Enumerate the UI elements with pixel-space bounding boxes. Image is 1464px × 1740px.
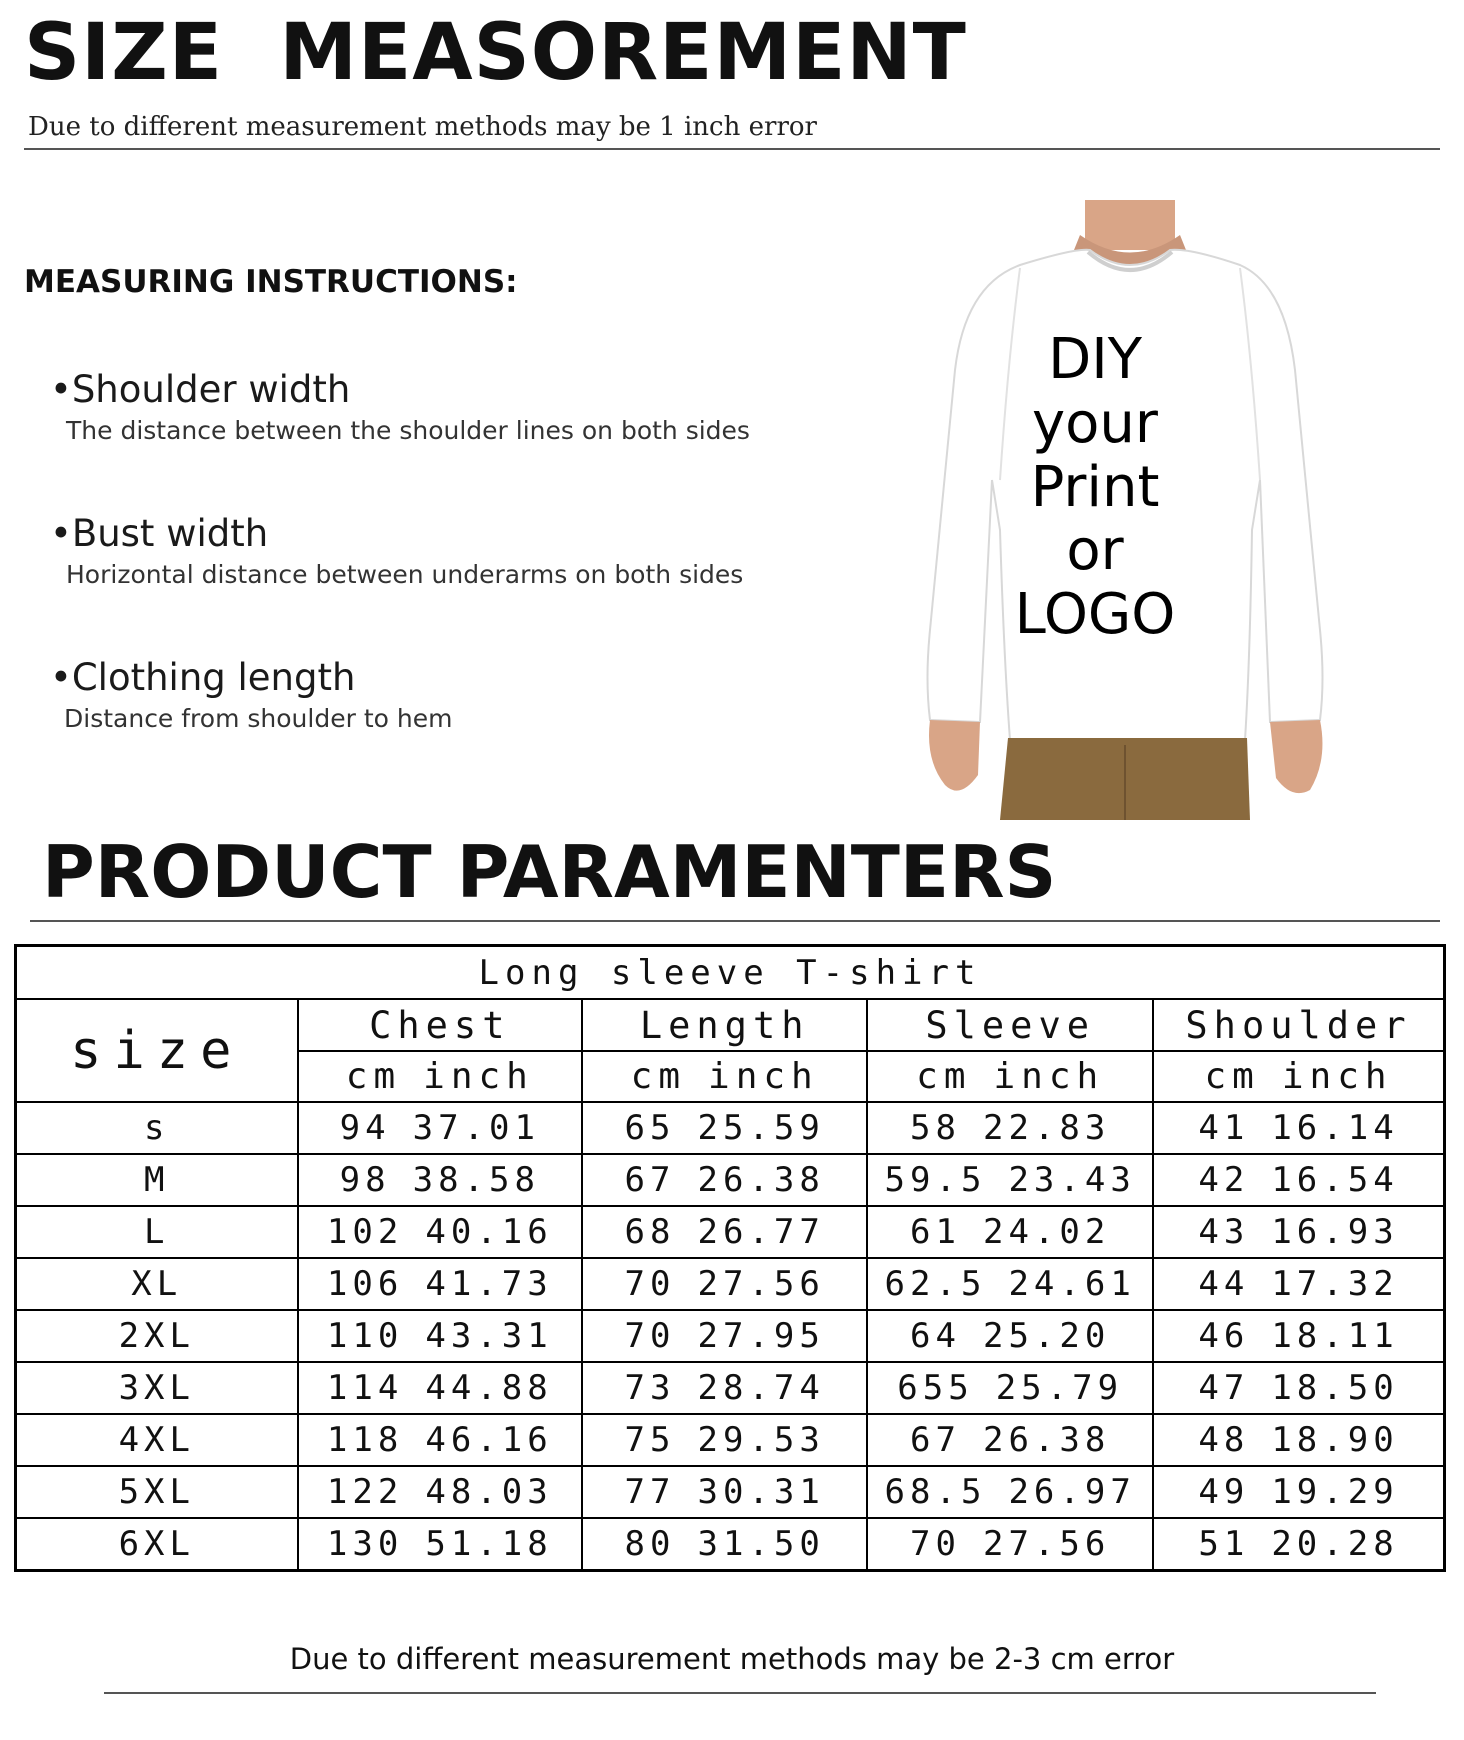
inch-value: 16.93 bbox=[1271, 1212, 1399, 1252]
cm-value: 102 bbox=[326, 1212, 404, 1252]
shoulder-cell bbox=[1153, 1206, 1444, 1258]
shoulder-cell bbox=[1153, 1518, 1444, 1571]
shoulder-cell bbox=[1153, 1466, 1444, 1518]
shoulder-units bbox=[1153, 1051, 1444, 1102]
page-title: SIZE MEASOREMENT bbox=[24, 8, 967, 98]
chest-cell bbox=[298, 1466, 583, 1518]
size-chart-table bbox=[14, 944, 1446, 1572]
sleeve-cell bbox=[867, 1362, 1153, 1414]
chest-units bbox=[298, 1051, 583, 1102]
inch-value: 23.43 bbox=[1008, 1160, 1136, 1200]
instruction-title-length: •Clothing length bbox=[50, 656, 356, 699]
cm-value: 118 bbox=[326, 1420, 404, 1460]
instruction-desc-shoulder: The distance between the shoulder lines on both sides bbox=[66, 416, 750, 445]
table-row bbox=[16, 1154, 1445, 1206]
length-units bbox=[582, 1051, 867, 1102]
diy-line: Print bbox=[1030, 454, 1160, 520]
sleeve-cell bbox=[867, 1414, 1153, 1466]
inch-value: 44.88 bbox=[425, 1368, 553, 1408]
inch-value: 24.61 bbox=[1008, 1264, 1136, 1304]
cm-value: 46 bbox=[1198, 1316, 1250, 1356]
shoulder-cell bbox=[1153, 1310, 1444, 1362]
table-row bbox=[16, 1258, 1445, 1310]
cm-value: 70 bbox=[910, 1524, 961, 1564]
sleeve-cell bbox=[867, 1102, 1153, 1154]
chest-cell bbox=[298, 1310, 583, 1362]
cm-value: 64 bbox=[910, 1316, 961, 1356]
inch-value: 26.77 bbox=[697, 1212, 825, 1252]
shoulder-cell bbox=[1153, 1414, 1444, 1466]
size-cell: L bbox=[16, 1206, 298, 1258]
footer-error-note: Due to different measurement methods may be 2-3 cm error bbox=[289, 1642, 1175, 1676]
table-row bbox=[16, 1206, 1445, 1258]
inch-value: 19.29 bbox=[1271, 1472, 1399, 1512]
size-column-header: size bbox=[16, 999, 298, 1102]
instruction-desc-bust: Horizontal distance between underarms on both sides bbox=[66, 560, 744, 589]
cm-value: 44 bbox=[1198, 1264, 1250, 1304]
cm-value: 62.5 bbox=[884, 1264, 987, 1304]
chest-header: Chest bbox=[298, 999, 583, 1051]
length-header: Length bbox=[582, 999, 867, 1051]
instruction-desc-length: Distance from shoulder to hem bbox=[64, 704, 453, 733]
cm-value: 114 bbox=[326, 1368, 404, 1408]
cm-value: 110 bbox=[326, 1316, 404, 1356]
cm-value: 73 bbox=[624, 1368, 676, 1408]
inch-value: 31.50 bbox=[697, 1524, 825, 1564]
inch-value: 26.38 bbox=[982, 1420, 1111, 1460]
cm-value: 59.5 bbox=[884, 1160, 987, 1200]
shoulder-cell bbox=[1153, 1154, 1444, 1206]
inch-value: 51.18 bbox=[425, 1524, 553, 1564]
inch-value: 48.03 bbox=[425, 1472, 553, 1512]
cm-value: 70 bbox=[624, 1316, 676, 1356]
size-cell: M bbox=[16, 1154, 298, 1206]
shoulder-cell bbox=[1153, 1102, 1444, 1154]
unit-cm: cm bbox=[1204, 1056, 1260, 1097]
chest-cell bbox=[298, 1414, 583, 1466]
table-row bbox=[16, 1518, 1445, 1571]
sleeve-header: Sleeve bbox=[867, 999, 1153, 1051]
chest-cell bbox=[298, 1102, 583, 1154]
sleeve-cell bbox=[867, 1206, 1153, 1258]
length-cell bbox=[582, 1310, 867, 1362]
sleeve-cell bbox=[867, 1518, 1153, 1571]
length-cell bbox=[582, 1362, 867, 1414]
product-parameters-title: PRODUCT PARAMENTERS bbox=[42, 830, 1057, 914]
inch-value: 37.01 bbox=[412, 1108, 540, 1148]
diy-line: LOGO bbox=[1014, 582, 1176, 648]
chest-cell bbox=[298, 1362, 583, 1414]
instruction-title-bust: •Bust width bbox=[50, 512, 269, 555]
unit-inch: inch bbox=[423, 1056, 534, 1097]
inch-value: 28.74 bbox=[697, 1368, 825, 1408]
inch-value: 20.28 bbox=[1271, 1524, 1399, 1564]
inch-value: 29.53 bbox=[697, 1420, 825, 1460]
diy-logo-text bbox=[1000, 328, 1190, 647]
inch-value: 46.16 bbox=[425, 1420, 553, 1460]
diy-line: your bbox=[1032, 390, 1158, 456]
inch-value: 17.32 bbox=[1271, 1264, 1399, 1304]
product-photo bbox=[900, 200, 1350, 820]
inch-value: 16.14 bbox=[1271, 1108, 1399, 1148]
inch-value: 16.54 bbox=[1271, 1160, 1399, 1200]
measurement-error-note: Due to different measurement methods may be 1 inch error bbox=[28, 112, 817, 142]
length-cell bbox=[582, 1154, 867, 1206]
table-row bbox=[16, 1414, 1445, 1466]
cm-value: 130 bbox=[326, 1524, 404, 1564]
inch-value: 30.31 bbox=[697, 1472, 825, 1512]
inch-value: 40.16 bbox=[425, 1212, 553, 1252]
length-cell bbox=[582, 1206, 867, 1258]
unit-cm: cm bbox=[345, 1056, 402, 1097]
cm-value: 41 bbox=[1198, 1108, 1250, 1148]
cm-value: 48 bbox=[1198, 1420, 1250, 1460]
length-cell bbox=[582, 1102, 867, 1154]
unit-cm: cm bbox=[630, 1056, 687, 1097]
sleeve-cell bbox=[867, 1154, 1153, 1206]
inch-value: 26.38 bbox=[697, 1160, 825, 1200]
inch-value: 25.20 bbox=[982, 1316, 1111, 1356]
chest-cell bbox=[298, 1154, 583, 1206]
inch-value: 43.31 bbox=[425, 1316, 553, 1356]
cm-value: 67 bbox=[624, 1160, 676, 1200]
size-cell: 6XL bbox=[16, 1518, 298, 1571]
unit-inch: inch bbox=[1281, 1056, 1393, 1097]
unit-inch: inch bbox=[993, 1056, 1105, 1097]
inch-value: 26.97 bbox=[1008, 1472, 1136, 1512]
table-row bbox=[16, 1310, 1445, 1362]
length-cell bbox=[582, 1466, 867, 1518]
length-cell bbox=[582, 1258, 867, 1310]
cm-value: 75 bbox=[624, 1420, 676, 1460]
cm-value: 51 bbox=[1198, 1524, 1250, 1564]
cm-value: 43 bbox=[1198, 1212, 1250, 1252]
inch-value: 41.73 bbox=[425, 1264, 553, 1304]
params-divider bbox=[30, 920, 1440, 922]
instruction-title-shoulder: •Shoulder width bbox=[50, 368, 351, 411]
cm-value: 68 bbox=[624, 1212, 676, 1252]
sleeve-cell bbox=[867, 1466, 1153, 1518]
header-divider bbox=[24, 148, 1440, 150]
table-caption-row bbox=[16, 946, 1445, 1000]
chest-cell bbox=[298, 1258, 583, 1310]
cm-value: 47 bbox=[1198, 1368, 1250, 1408]
inch-value: 22.83 bbox=[982, 1108, 1111, 1148]
table-caption: Long sleeve T-shirt bbox=[16, 946, 1445, 1000]
inch-value: 18.90 bbox=[1271, 1420, 1399, 1460]
inch-value: 18.50 bbox=[1271, 1368, 1399, 1408]
unit-inch: inch bbox=[708, 1056, 819, 1097]
inch-value: 25.59 bbox=[697, 1108, 825, 1148]
size-cell: 2XL bbox=[16, 1310, 298, 1362]
inch-value: 27.56 bbox=[982, 1524, 1111, 1564]
inch-value: 25.79 bbox=[995, 1368, 1124, 1408]
sleeve-cell bbox=[867, 1258, 1153, 1310]
length-cell bbox=[582, 1518, 867, 1571]
cm-value: 49 bbox=[1198, 1472, 1250, 1512]
diy-line: or bbox=[1066, 518, 1124, 584]
cm-value: 67 bbox=[910, 1420, 961, 1460]
cm-value: 655 bbox=[897, 1368, 974, 1408]
inch-value: 24.02 bbox=[982, 1212, 1111, 1252]
chest-cell bbox=[298, 1206, 583, 1258]
size-cell: 5XL bbox=[16, 1466, 298, 1518]
length-cell bbox=[582, 1414, 867, 1466]
table-group-header-row bbox=[16, 999, 1445, 1051]
cm-value: 106 bbox=[326, 1264, 404, 1304]
cm-value: 98 bbox=[339, 1160, 391, 1200]
table-row bbox=[16, 1362, 1445, 1414]
cm-value: 70 bbox=[624, 1264, 676, 1304]
diy-line: DIY bbox=[1048, 327, 1142, 392]
cm-value: 58 bbox=[910, 1108, 961, 1148]
chest-cell bbox=[298, 1518, 583, 1571]
instructions-heading: MEASURING INSTRUCTIONS: bbox=[24, 264, 518, 300]
footer-divider bbox=[104, 1692, 1376, 1694]
cm-value: 77 bbox=[624, 1472, 676, 1512]
cm-value: 68.5 bbox=[884, 1472, 987, 1512]
inch-value: 38.58 bbox=[412, 1160, 540, 1200]
cm-value: 42 bbox=[1198, 1160, 1250, 1200]
table-row bbox=[16, 1102, 1445, 1154]
sleeve-units bbox=[867, 1051, 1153, 1102]
size-cell: 4XL bbox=[16, 1414, 298, 1466]
shoulder-header: Shoulder bbox=[1153, 999, 1444, 1051]
cm-value: 61 bbox=[910, 1212, 961, 1252]
table-row bbox=[16, 1466, 1445, 1518]
inch-value: 27.56 bbox=[697, 1264, 825, 1304]
size-cell: s bbox=[16, 1102, 298, 1154]
cm-value: 80 bbox=[624, 1524, 676, 1564]
sleeve-cell bbox=[867, 1310, 1153, 1362]
size-cell: 3XL bbox=[16, 1362, 298, 1414]
cm-value: 94 bbox=[339, 1108, 391, 1148]
inch-value: 27.95 bbox=[697, 1316, 825, 1356]
cm-value: 65 bbox=[624, 1108, 676, 1148]
size-cell: XL bbox=[16, 1258, 298, 1310]
unit-cm: cm bbox=[916, 1056, 972, 1097]
shoulder-cell bbox=[1153, 1362, 1444, 1414]
cm-value: 122 bbox=[326, 1472, 404, 1512]
inch-value: 18.11 bbox=[1271, 1316, 1399, 1356]
shoulder-cell bbox=[1153, 1258, 1444, 1310]
